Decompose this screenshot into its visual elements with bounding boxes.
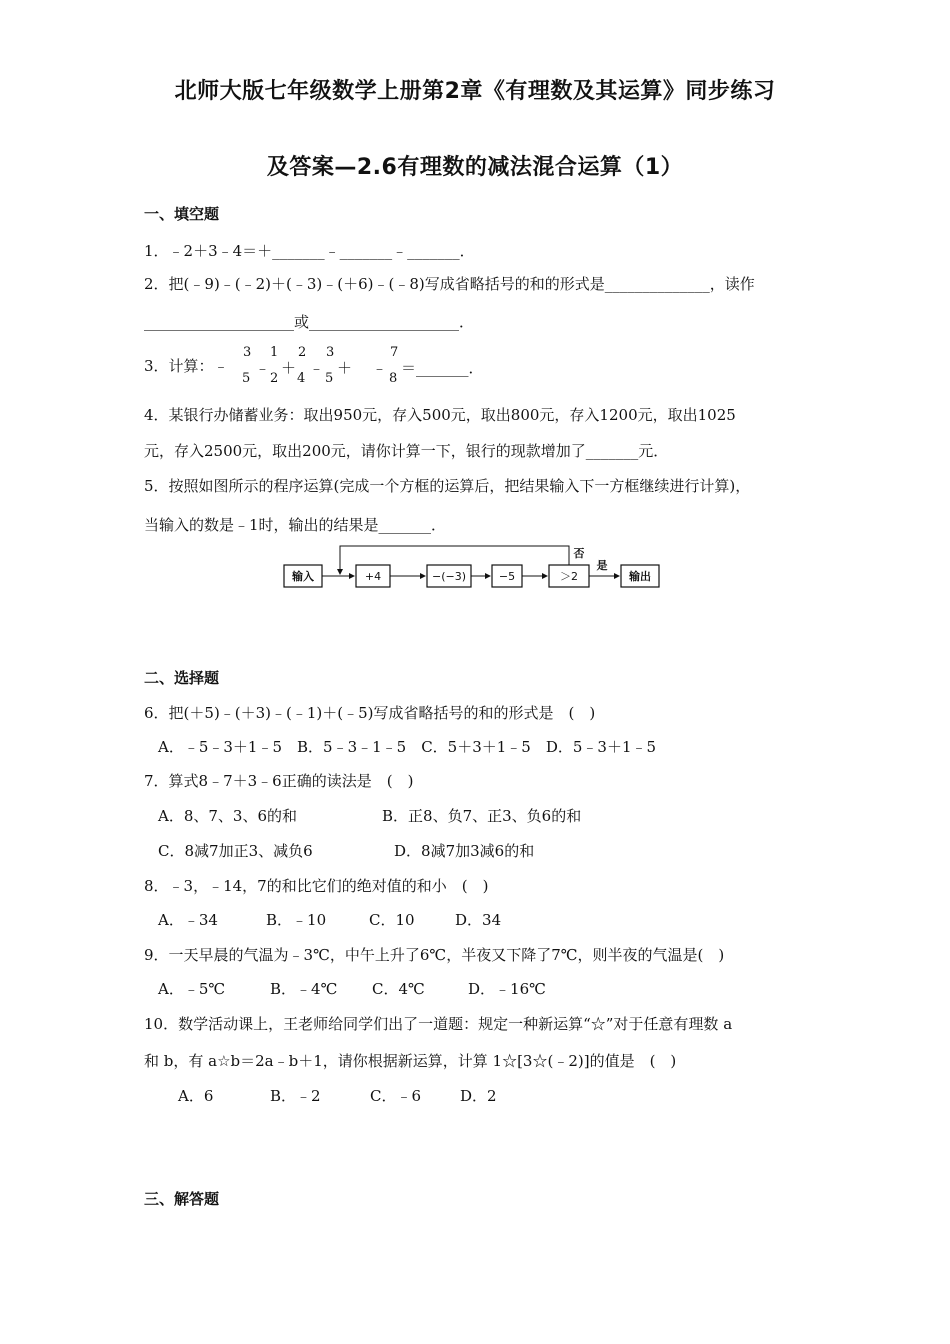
question-10-option-b: B．﹣2 xyxy=(270,1087,321,1105)
question-9: 9．一天早晨的气温为﹣3℃，中午上升了6℃，半夜又下降了7℃，则半夜的气温是( ) xyxy=(144,946,725,964)
question-1: 1．﹣2＋3﹣4＝＋_______﹣_______﹣_______． xyxy=(144,242,475,260)
fraction-4-denominator: 5 xyxy=(325,371,334,386)
question-7-option-c: C．8减7加正3、减负6 xyxy=(158,842,313,860)
question-8-option-b: B．﹣10 xyxy=(266,911,327,929)
fraction-2-numerator: 1 xyxy=(270,345,279,360)
question-7-option-b: B．正8、负7、正3、负6的和 xyxy=(382,807,582,825)
question-9-option-d: D．﹣16℃ xyxy=(468,980,546,998)
section-choice: 二、选择题 xyxy=(144,669,220,687)
flow-output-label: 输出 xyxy=(629,570,651,583)
question-4-line2: 元，存入2500元，取出200元，请你计算一下，银行的现款增加了_______元． xyxy=(144,442,669,460)
question-8: 8．﹣3，﹣14，7的和比它们的绝对值的和小 ( ) xyxy=(144,877,489,895)
question-9-option-c: C．4℃ xyxy=(372,980,425,998)
question-6: 6．把(＋5)﹣(＋3)﹣(﹣1)＋(﹣5)写成省略括号的和的形式是 ( ) xyxy=(144,704,596,722)
question-2-line1: 2．把(﹣9)﹣(﹣2)＋(﹣3)﹣(＋6)﹣(﹣8)写成省略括号的和的形式是______________，读作 xyxy=(144,275,755,293)
doc-title-line2: 及答案—2.6有理数的减法混合运算（1） xyxy=(266,155,684,180)
operator-5: ﹣ xyxy=(372,359,388,377)
flow-input-label: 输入 xyxy=(292,570,314,583)
question-5-line2: 当输入的数是﹣1时，输出的结果是_______． xyxy=(144,516,447,534)
question-10-option-c: C．﹣6 xyxy=(370,1087,422,1105)
question-8-option-c: C．10 xyxy=(369,911,415,929)
fraction-2-denominator: 2 xyxy=(270,371,279,386)
operator-3: ﹣ xyxy=(309,359,325,377)
operator-2: ＋ xyxy=(281,359,297,377)
question-9-option-a: A．﹣5℃ xyxy=(158,980,226,998)
fraction-3-numerator: 2 xyxy=(298,345,307,360)
fraction-4-numerator: 3 xyxy=(326,345,335,360)
question-10-option-a: A．6 xyxy=(178,1087,214,1105)
question-7-option-a: A．8、7、3、6的和 xyxy=(158,807,298,825)
question-10-line1: 10．数学活动课上，王老师给同学们出了一道题：规定一种新运算“☆”对于任意有理数 a xyxy=(144,1015,733,1033)
flow-minus-neg3-label: −(−3) xyxy=(431,570,467,583)
question-6-options: A．﹣5﹣3＋1﹣5 B．5﹣3﹣1﹣5 C．5＋3＋1﹣5 D．5﹣3＋1﹣5 xyxy=(158,738,657,756)
question-5-line1: 5．按照如图所示的程序运算(完成一个方框的运算后，把结果输入下一方框继续进行计算)， xyxy=(144,477,751,495)
fraction-5-denominator: 8 xyxy=(389,371,398,386)
fraction-5-numerator: 7 xyxy=(390,345,399,360)
operator-4: ＋ xyxy=(337,359,353,377)
question-9-option-b: B．﹣4℃ xyxy=(270,980,338,998)
flow-minus5-label: −5 xyxy=(498,570,516,583)
fraction-1-denominator: 5 xyxy=(242,371,251,386)
question-10-line2: 和 b，有 a☆b＝2a﹣b＋1，请你根据新运算，计算 1☆[3☆(﹣2)]的值是 ( ) xyxy=(144,1052,677,1070)
doc-title-line1: 北师大版七年级数学上册第2章《有理数及其运算》同步练习 xyxy=(174,79,776,104)
question-3-suffix: ＝_______． xyxy=(401,359,484,377)
question-8-option-a: A．﹣34 xyxy=(158,911,218,929)
fraction-3-denominator: 4 xyxy=(297,371,306,386)
fraction-1-numerator: 3 xyxy=(243,345,252,360)
operator-1: ﹣ xyxy=(255,359,271,377)
question-4-line1: 4．某银行办储蓄业务：取出950元，存入500元，取出800元，存入1200元，取出1025 xyxy=(144,406,736,424)
question-10-option-d: D．2 xyxy=(460,1087,497,1105)
section-fill: 一、填空题 xyxy=(144,205,220,223)
program-flowchart xyxy=(280,543,670,599)
flow-no-label: 否 xyxy=(573,547,585,560)
question-3-prefix: 3．计算：﹣ xyxy=(144,357,229,375)
flow-add4-label: +4 xyxy=(364,570,382,583)
flow-check-label: ＞2 xyxy=(560,570,578,583)
question-8-option-d: D．34 xyxy=(455,911,502,929)
section-solve: 三、解答题 xyxy=(144,1190,220,1208)
question-7: 7．算式8﹣7＋3﹣6正确的读法是 ( ) xyxy=(144,772,414,790)
flow-yes-label: 是 xyxy=(596,559,608,572)
question-7-option-d: D．8减7加3减6的和 xyxy=(394,842,535,860)
question-2-line2: ____________________或____________________． xyxy=(144,313,475,331)
